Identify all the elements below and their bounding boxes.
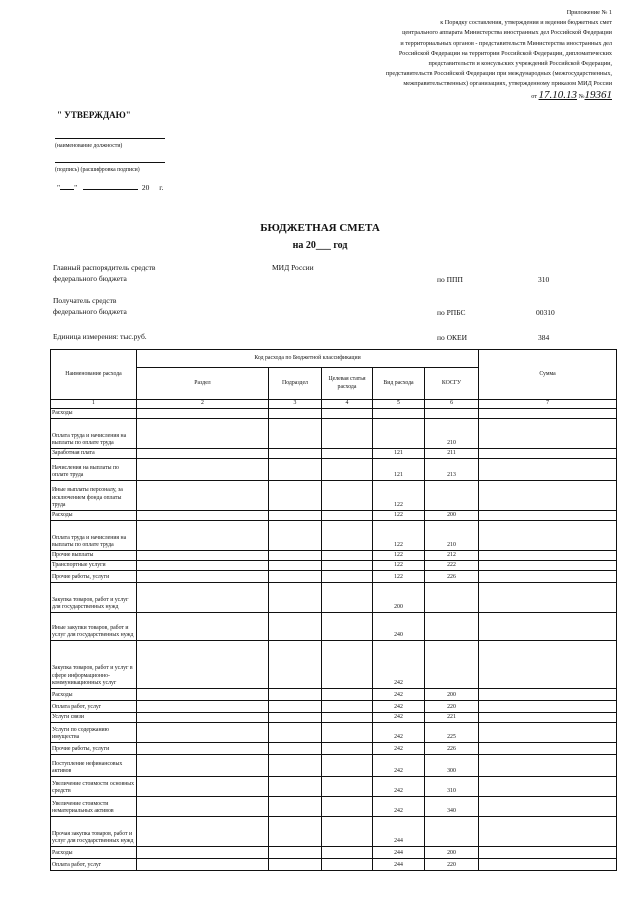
razdel-cell: [137, 847, 269, 859]
razdel-cell: [137, 613, 269, 641]
appendix-line: межправительственных) организациях, утвержденному приказом МИД России: [403, 80, 612, 88]
kosgu-cell: [425, 817, 479, 847]
order-prefix: от: [531, 92, 537, 100]
target-cell: [322, 521, 373, 551]
vid-cell: 240: [373, 613, 425, 641]
podrazdel-cell: [269, 859, 322, 871]
podrazdel-cell: [269, 561, 322, 571]
razdel-cell: [137, 817, 269, 847]
table-row: [51, 583, 617, 613]
expense-name: Оплата труда и начисления на выплаты по оплате труда: [51, 419, 137, 449]
table-row: [51, 797, 617, 817]
podrazdel-cell: [269, 449, 322, 459]
year-suffix: г.: [159, 183, 164, 192]
rpbs-value: 00310: [536, 308, 555, 317]
header-razdel: Раздел: [137, 368, 269, 400]
podrazdel-cell: [269, 551, 322, 561]
razdel-cell: [137, 797, 269, 817]
vid-cell: 242: [373, 743, 425, 755]
table-row: [51, 743, 617, 755]
vid-cell: 242: [373, 755, 425, 777]
table-row: [51, 755, 617, 777]
target-cell: [322, 409, 373, 419]
header-code-group: Код расхода по Бюджетной классификации: [137, 350, 479, 368]
razdel-cell: [137, 723, 269, 743]
column-numbers-row: [51, 400, 617, 409]
vid-cell: 122: [373, 551, 425, 561]
date-open-quote: ": [57, 183, 61, 192]
appendix-line: Российской Федерации на территории Российской Федерации, дипломатических: [398, 49, 612, 57]
vid-cell: 244: [373, 847, 425, 859]
razdel-cell: [137, 449, 269, 459]
sum-cell: [479, 755, 617, 777]
target-cell: [322, 689, 373, 701]
razdel-cell: [137, 701, 269, 713]
podrazdel-cell: [269, 583, 322, 613]
expense-name: Закупка товаров, работ и услуг для государственных нужд: [51, 583, 137, 613]
target-cell: [322, 859, 373, 871]
kosgu-cell: 212: [425, 551, 479, 561]
table-row: [51, 641, 617, 689]
header-row-1: [51, 350, 617, 368]
razdel-cell: [137, 777, 269, 797]
sum-cell: [479, 459, 617, 481]
vid-cell: 242: [373, 777, 425, 797]
expense-name: Оплата труда и начисления на выплаты по оплате труда: [51, 521, 137, 551]
expense-name: Расходы: [51, 511, 137, 521]
approval-heading: " УТВЕРЖДАЮ": [57, 110, 131, 120]
vid-cell: [373, 409, 425, 419]
podrazdel-cell: [269, 847, 322, 859]
table-row: [51, 419, 617, 449]
target-cell: [322, 641, 373, 689]
target-cell: [322, 561, 373, 571]
position-label: (наименование должности): [55, 143, 123, 149]
razdel-cell: [137, 551, 269, 561]
razdel-cell: [137, 689, 269, 701]
expense-name: Прочие работы, услуги: [51, 743, 137, 755]
vid-cell: 242: [373, 701, 425, 713]
appendix-line: Приложение № 1: [566, 9, 612, 16]
sum-cell: [479, 551, 617, 561]
podrazdel-cell: [269, 419, 322, 449]
target-cell: [322, 551, 373, 561]
col-number: 1: [51, 400, 137, 409]
razdel-cell: [137, 459, 269, 481]
podrazdel-cell: [269, 797, 322, 817]
expense-name: Оплата работ, услуг: [51, 701, 137, 713]
header-podrazdel: Подраздел: [269, 368, 322, 400]
expense-name: Иные закупки товаров, работ и услуг для государственных нужд: [51, 613, 137, 641]
sum-cell: [479, 511, 617, 521]
vid-cell: 244: [373, 817, 425, 847]
kosgu-cell: [425, 641, 479, 689]
vid-cell: 242: [373, 689, 425, 701]
vid-cell: 242: [373, 797, 425, 817]
podrazdel-cell: [269, 613, 322, 641]
okei-value: 384: [538, 333, 550, 342]
podrazdel-cell: [269, 777, 322, 797]
kosgu-cell: 200: [425, 689, 479, 701]
budget-table: [50, 349, 617, 871]
expense-name: Увеличение стоимости основных средств: [51, 777, 137, 797]
ppp-label: по ППП: [437, 275, 463, 284]
podrazdel-cell: [269, 459, 322, 481]
sum-cell: [479, 613, 617, 641]
kosgu-cell: 220: [425, 859, 479, 871]
col-number: 4: [322, 400, 373, 409]
target-cell: [322, 847, 373, 859]
podrazdel-cell: [269, 817, 322, 847]
vid-cell: 122: [373, 571, 425, 583]
vid-cell: 121: [373, 449, 425, 459]
podrazdel-cell: [269, 755, 322, 777]
day-blank: [60, 189, 74, 190]
appendix-line: к Порядку составления, утверждения и ведения бюджетных смет: [440, 19, 612, 27]
target-cell: [322, 613, 373, 641]
razdel-cell: [137, 583, 269, 613]
document-title: БЮДЖЕТНАЯ СМЕТА: [260, 222, 380, 234]
kosgu-cell: 220: [425, 701, 479, 713]
kosgu-cell: 211: [425, 449, 479, 459]
appendix-block: [300, 8, 612, 102]
expense-name: Расходы: [51, 409, 137, 419]
podrazdel-cell: [269, 723, 322, 743]
sum-cell: [479, 409, 617, 419]
sum-cell: [479, 777, 617, 797]
expense-name: Начисления на выплаты по оплате труда: [51, 459, 137, 481]
appendix-line: и территориальных органов - представительств Министерства иностранных дел: [400, 39, 612, 47]
sum-cell: [479, 723, 617, 743]
target-cell: [322, 817, 373, 847]
vid-cell: 122: [373, 521, 425, 551]
podrazdel-cell: [269, 511, 322, 521]
razdel-cell: [137, 521, 269, 551]
vid-cell: 242: [373, 641, 425, 689]
sum-cell: [479, 583, 617, 613]
expense-name: Иные выплаты персоналу, за исключением фонда оплаты труда: [51, 481, 137, 511]
table-row: [51, 481, 617, 511]
vid-cell: 122: [373, 561, 425, 571]
expense-name: Услуги по содержанию имущества: [51, 723, 137, 743]
vid-cell: 122: [373, 511, 425, 521]
target-cell: [322, 743, 373, 755]
sum-cell: [479, 817, 617, 847]
kosgu-cell: 210: [425, 419, 479, 449]
podrazdel-cell: [269, 689, 322, 701]
expense-name: Закупка товаров, работ и услуг в сфере информационно-коммуникационных услуг: [51, 641, 137, 689]
kosgu-cell: [425, 613, 479, 641]
target-cell: [322, 723, 373, 743]
appendix-line: представительств и консульских учреждений Российской Федерации,: [428, 60, 612, 68]
podrazdel-cell: [269, 521, 322, 551]
table-row: [51, 723, 617, 743]
table-row: [51, 817, 617, 847]
kosgu-cell: 226: [425, 743, 479, 755]
table-row: [51, 701, 617, 713]
table-row: [51, 409, 617, 419]
kosgu-cell: [425, 481, 479, 511]
header-target: Целевая статья расхода: [322, 368, 373, 400]
podrazdel-cell: [269, 481, 322, 511]
sum-cell: [479, 521, 617, 551]
col-number: 3: [269, 400, 322, 409]
vid-cell: 244: [373, 859, 425, 871]
kosgu-cell: 340: [425, 797, 479, 817]
order-date: 17.10.13: [538, 88, 578, 101]
kosgu-cell: 221: [425, 713, 479, 723]
razdel-cell: [137, 755, 269, 777]
order-number-label: №: [578, 92, 585, 100]
vid-cell: 200: [373, 583, 425, 613]
target-cell: [322, 449, 373, 459]
vid-cell: [373, 419, 425, 449]
razdel-cell: [137, 561, 269, 571]
table-row: [51, 521, 617, 551]
target-cell: [322, 713, 373, 723]
kosgu-cell: 226: [425, 571, 479, 583]
expense-name: Прочая закупка товаров, работ и услуг для государственных нужд: [51, 817, 137, 847]
sum-cell: [479, 701, 617, 713]
sum-cell: [479, 797, 617, 817]
table-row: [51, 571, 617, 583]
target-cell: [322, 511, 373, 521]
col-number: 6: [425, 400, 479, 409]
razdel-cell: [137, 859, 269, 871]
sum-cell: [479, 859, 617, 871]
target-cell: [322, 701, 373, 713]
target-cell: [322, 797, 373, 817]
razdel-cell: [137, 511, 269, 521]
kosgu-cell: 222: [425, 561, 479, 571]
target-cell: [322, 481, 373, 511]
expense-name: Расходы: [51, 847, 137, 859]
sum-cell: [479, 571, 617, 583]
target-cell: [322, 777, 373, 797]
header-kosgu: КОСГУ: [425, 368, 479, 400]
podrazdel-cell: [269, 641, 322, 689]
table-row: [51, 847, 617, 859]
header-name: Наименование расхода: [51, 350, 137, 400]
podrazdel-cell: [269, 571, 322, 583]
table-row: [51, 689, 617, 701]
appendix-line: центрального аппарата Министерства иностранных дел Российской Федерации: [402, 29, 612, 37]
table-row: [51, 859, 617, 871]
podrazdel-cell: [269, 409, 322, 419]
kosgu-cell: [425, 409, 479, 419]
ppp-value: 310: [538, 275, 550, 284]
razdel-cell: [137, 481, 269, 511]
unit-label: Единица измерения: тыс.руб.: [53, 332, 147, 341]
razdel-cell: [137, 713, 269, 723]
target-cell: [322, 755, 373, 777]
okei-label: по ОКЕИ: [437, 333, 468, 342]
main-manager-label: Главный распорядитель средств федерального бюджета: [53, 263, 156, 283]
expense-name: Увеличение стоимости нематериальных активов: [51, 797, 137, 817]
expense-name: Прочие работы, услуги: [51, 571, 137, 583]
expense-name: Заработная плата: [51, 449, 137, 459]
table-row: [51, 777, 617, 797]
expense-name: Услуги связи: [51, 713, 137, 723]
recipient-label: Получатель средств федерального бюджета: [53, 296, 127, 316]
sum-cell: [479, 449, 617, 459]
vid-cell: 242: [373, 723, 425, 743]
vid-cell: 121: [373, 459, 425, 481]
col-number: 5: [373, 400, 425, 409]
year-prefix: 20: [141, 183, 150, 192]
sum-cell: [479, 481, 617, 511]
expense-name: Поступление нефинансовых активов: [51, 755, 137, 777]
kosgu-cell: 200: [425, 847, 479, 859]
table-row: [51, 459, 617, 481]
header-sum: Сумма: [479, 350, 617, 400]
expense-name: Расходы: [51, 689, 137, 701]
col-number: 2: [137, 400, 269, 409]
razdel-cell: [137, 571, 269, 583]
target-cell: [322, 583, 373, 613]
main-manager-value: МИД России: [272, 263, 314, 272]
expense-name: Прочие выплаты: [51, 551, 137, 561]
sum-cell: [479, 847, 617, 859]
table-row: [51, 713, 617, 723]
order-number: 19361: [584, 88, 612, 101]
table-row: [51, 551, 617, 561]
rpbs-label: по РПБС: [437, 308, 466, 317]
table-row: [51, 511, 617, 521]
podrazdel-cell: [269, 701, 322, 713]
kosgu-cell: 210: [425, 521, 479, 551]
appendix-lines: [300, 8, 612, 90]
kosgu-cell: 200: [425, 511, 479, 521]
sum-cell: [479, 419, 617, 449]
sum-cell: [479, 743, 617, 755]
expense-name: Транспортные услуги: [51, 561, 137, 571]
document-subtitle: на 20___ год: [292, 240, 348, 251]
target-cell: [322, 571, 373, 583]
col-number: 7: [479, 400, 617, 409]
appendix-line: представительств Российской Федерации при международных (межгосударственных,: [385, 70, 612, 78]
kosgu-cell: 225: [425, 723, 479, 743]
podrazdel-cell: [269, 743, 322, 755]
signature-line: [55, 162, 165, 163]
razdel-cell: [137, 419, 269, 449]
razdel-cell: [137, 743, 269, 755]
sum-cell: [479, 713, 617, 723]
sum-cell: [479, 641, 617, 689]
month-blank: [83, 189, 138, 190]
table-row: [51, 613, 617, 641]
expense-name: Оплата работ, услуг: [51, 859, 137, 871]
target-cell: [322, 459, 373, 481]
date-close-quote: ": [74, 183, 78, 192]
razdel-cell: [137, 409, 269, 419]
razdel-cell: [137, 641, 269, 689]
vid-cell: 242: [373, 713, 425, 723]
target-cell: [322, 419, 373, 449]
kosgu-cell: 300: [425, 755, 479, 777]
kosgu-cell: [425, 583, 479, 613]
kosgu-cell: 310: [425, 777, 479, 797]
table-row: [51, 449, 617, 459]
position-line: [55, 138, 165, 139]
sum-cell: [479, 561, 617, 571]
podrazdel-cell: [269, 713, 322, 723]
header-vid: Вид расхода: [373, 368, 425, 400]
signature-label: (подпись) (расшифровка подписи): [55, 167, 140, 173]
kosgu-cell: 213: [425, 459, 479, 481]
order-reference: [300, 90, 612, 102]
sum-cell: [479, 689, 617, 701]
approval-date-line: [57, 183, 163, 192]
vid-cell: 122: [373, 481, 425, 511]
table-row: [51, 561, 617, 571]
